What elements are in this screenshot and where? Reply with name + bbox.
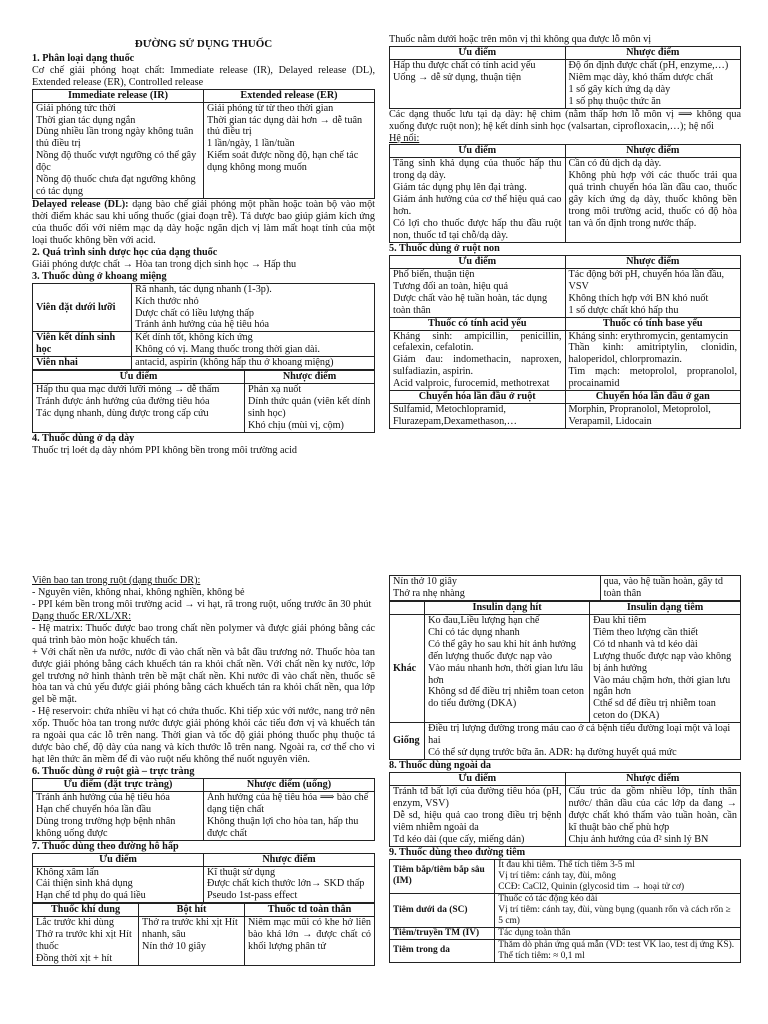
inhalation-continued-left: Nín thở 10 giây Thở ra nhẹ nhàng	[390, 576, 601, 601]
dl-text: dạng bào chế giải phóng một phần hoặc toàn bộ vào một thời điểm khác sau khi uống thuốc (giai đoạn trễ). Tá dược bao giúp giảm kích ứng của thuốc đối với niêm mạc dạ dày hoặc ngăn dịch vị làm mất hoạt tính của một loại thuốc không bền với acid.	[32, 199, 375, 246]
floating-dis-header: Nhược điểm	[565, 145, 741, 158]
mouth-adv-line: Tránh được ảnh hưởng của đường tiêu hóa	[36, 396, 210, 408]
stomach-adv-line: Hấp thu được chất có tính acid yếu	[393, 59, 536, 71]
floating-adv-line: Giảm ảnh hưởng của cơ thể hiệu quả cao hơn.	[393, 194, 562, 218]
pylorus-note: Thuốc nằm dưới hoặc trên môn vị thì không qua được lỗ môn vị	[389, 34, 652, 45]
floating-dis-line: Không phù hợp với các thuốc trải qua quá trình chuyển hóa lần đầu cao, thuốc gây kích ứng dạ dày, thuốc không bền trong môi trường acid, thuốc có độ hòa tan và ổn định trong nước thấp.	[568, 170, 737, 230]
skin-dis-cell	[565, 785, 741, 846]
colon-adv-header: Ưu điểm (đặt trực tràng)	[33, 778, 204, 791]
section-4-heading: 4. Thuốc dùng ở dạ dày	[32, 432, 135, 444]
skin-adv-line: Tránh tđ bất lợi của đường tiêu hóa (pH, enzym, VSV)	[393, 785, 562, 809]
injection-line: Tác dụng toàn thân	[498, 927, 571, 938]
mouth-line: Rã nhanh, tác dụng nhanh (1-3p).	[135, 283, 272, 295]
resp-adv-header: Ưu điểm	[33, 853, 204, 866]
mouth-pros-cons-table	[32, 370, 375, 433]
floating-dis-line: Cần có đủ dịch dạ dày.	[568, 158, 662, 170]
mouth-row-label: Viên nhai	[33, 357, 132, 370]
er-forms-text: - Hệ matrix: Thuốc được bao trong chất nền polymer và được giải phóng bằng các quá trình bào mòn hoặc khuếch tán. + Với chất nền ưa nước, nước đi vào chất nền và bắt đầu trương nở. Thuốc hòa tan được giải phóng bằng cách khuếch tán ra khỏi chất nền. Với chất nền kỵ nước, lớp gel trương nở hình thành trên bề mặt chất nền. Khi nước đi vào chất nền, thuốc sẽ hòa tan và chủ yếu được giải phóng bằng cách khuếch tán ra khỏi chất nền, qua lớp gel bề mặt. - Hệ reservoir: chứa nhiều vi hạt có chứa thuốc. Khi tiếp xúc với nước, nang trở nên xốp. Thuốc hòa tan trong nước được giải phóng khỏi các tiểu đơn vị và khuếch tán ra ngoài qua các lỗ trên nang. Thời gian và tốc độ giải phóng thuốc phụ thuộc tá dược bào chế, độ dày của nang và kích thước lỗ trên nang. Ngoài ra, cơ thể cho vi hạt lên thức ăn mềm để đi vào ruột nếu không thể nuốt nguyên viên.	[32, 622, 375, 766]
resp-dis-header: Nhược điểm	[204, 853, 375, 866]
systemic-header: Thuốc td toàn thân	[245, 904, 375, 917]
intestine-adv-header: Ưu điểm	[390, 255, 566, 268]
ir-header: Immediate release (IR)	[33, 89, 204, 102]
systemic-cell: Niêm mạc mũi có khe hở liên bào khá lớn → được chất có khối lượng phân tử	[245, 917, 375, 966]
er-header: Extended release (ER)	[204, 89, 375, 102]
ir-cell	[33, 102, 204, 199]
dl-label: Delayed release (DL):	[32, 199, 129, 211]
intestine-dis-line: Tác động bởi pH, chuyển hóa lần đầu, VSV	[568, 268, 725, 292]
mouth-line: Không có vị. Mang thuốc trong thời gian dài.	[135, 344, 320, 356]
colon-adv-cell	[33, 791, 204, 840]
floating-adv-line: Tăng sinh khả dụng của thuốc hấp thu trong dạ dày.	[393, 158, 562, 182]
resp-adv-line: Hạn chế td phụ do quá liều	[36, 890, 146, 902]
colon-adv-line: Hạn chế chuyển hóa lần đầu	[36, 803, 152, 815]
stomach-adv-line: Uống → dễ sử dụng, thuận tiện	[393, 71, 522, 83]
insulin-inhaled-line: Vào máu nhanh hơn, thời gian lưu lâu hơn	[428, 662, 584, 686]
intestine-dis-line: Không thích hợp với BN khó nuốt	[568, 292, 709, 304]
insulin-same-label: Giống	[390, 723, 425, 760]
injection-route-label: Tiêm bắp/tiêm bắp sâu (IM)	[390, 859, 495, 893]
aerosol-cell: Lắc trước khi dùng Thở ra trước khi xịt Hít thuốc Đồng thời xịt + hít	[33, 917, 139, 966]
colon-dis-line: Không thuận lợi cho hòa tan, hấp thu được chất	[207, 815, 359, 839]
injection-route-label: Tiêm trong da	[390, 939, 495, 962]
mouth-line: Kết dính tốt, không kích ứng	[135, 332, 253, 344]
section-6-heading: 6. Thuốc dùng ở ruột già – trực tràng	[32, 766, 195, 777]
resp-dis-line: Kĩ thuật sử dụng	[207, 866, 276, 878]
injection-line: Thuốc có tác động kéo dài	[498, 893, 598, 904]
injection-line: Ít đau khi tiêm. Thể tích tiêm 3-5 ml	[498, 859, 635, 870]
base-drugs-cell	[565, 330, 741, 391]
mouth-dis-line: Khó chịu (mùi vị, cộm)	[248, 419, 344, 431]
acid-drugs-cell	[390, 330, 566, 391]
injection-line: Vị trí tiêm: cánh tay, đùi, vùng bụng (quanh rốn và cách rốn ≥ 5 cm)	[498, 904, 731, 926]
insulin-injected-line: Có td nhanh và td kéo dài	[593, 638, 698, 650]
mouth-adv-cell	[33, 384, 245, 433]
insulin-injected-line: Tiêm theo lượng cần thiết	[593, 626, 699, 638]
first-pass-liver-header: Chuyển hóa lần đầu ở gan	[565, 391, 741, 404]
stomach-dis-line: 1 số phụ thuộc thức ăn	[568, 95, 661, 107]
section-7-heading: 7. Thuốc dùng theo đường hô hấp	[32, 840, 179, 852]
stomach-dis-line: 1 số gây kích ứng dạ dày	[568, 83, 671, 95]
ir-er-table	[32, 89, 375, 199]
injection-route-cell	[495, 939, 741, 962]
er-forms-label: Dạng thuốc ER/XL/XR:	[32, 610, 132, 622]
insulin-injected-cell	[590, 614, 741, 722]
mouth-dis-line: Dính thức quản (viên kết dính sinh học)	[248, 396, 371, 420]
floating-system-label: Hệ nổi:	[389, 132, 420, 144]
section-2-text: Giải phóng dược chất → Hòa tan trong dịch sinh học → Hấp thu	[32, 258, 297, 270]
resp-adv-cell	[33, 866, 204, 903]
section-1-intro: Cơ chế giải phóng hoạt chất: Immediate release (IR), Delayed release (DL), Extended release (ER), Controlled release	[32, 64, 375, 88]
mouth-dis-line: Phản xạ nuốt	[248, 384, 302, 396]
intestine-adv-cell	[390, 268, 566, 317]
insulin-injected-line: Cthể sd để điều trị nhiễm toan ceton do (DKA)	[593, 698, 716, 722]
floating-dis-cell	[565, 158, 741, 243]
first-pass-liver-cell: Morphin, Propranolol, Metoprolol, Verapamil, Lidocain	[565, 404, 741, 429]
injection-table	[389, 859, 741, 963]
first-pass-gut-cell: Sulfamid, Metochlopramid, Flurazepam,Dexamethason,…	[390, 404, 566, 429]
insulin-injected-header: Insulin dạng tiêm	[590, 601, 741, 614]
insulin-table	[389, 601, 741, 760]
inhalation-continued-table	[389, 575, 741, 601]
intestine-dis-cell	[565, 268, 741, 317]
mouth-forms-table	[32, 283, 375, 371]
stomach-adv-header: Ưu điểm	[390, 46, 566, 59]
mouth-line: Tránh ảnh hưởng của hệ tiêu hóa	[135, 319, 270, 331]
mouth-row-cell	[132, 283, 375, 332]
colon-dis-cell	[204, 791, 375, 840]
resp-dis-cell	[204, 866, 375, 903]
mouth-row-cell	[132, 332, 375, 357]
column-top-left	[32, 34, 375, 510]
insulin-injected-line: Vào máu chậm hơn, thời gian lưu ngắn hơn	[593, 674, 731, 698]
stomach-dis-header: Nhược điểm	[565, 46, 741, 59]
section-4-text: Thuốc trị loét dạ dày nhóm PPI không bền trong môi trường acid	[32, 444, 297, 456]
injection-route-cell	[495, 893, 741, 927]
insulin-diff-label: Khác	[390, 614, 425, 722]
dr-label: Viên bao tan trong ruột (dạng thuốc DR):	[32, 575, 201, 586]
skin-table	[389, 772, 741, 847]
injection-line: Vị trí tiêm: cánh tay, đùi, mông	[498, 870, 616, 881]
section-3-heading: 3. Thuốc dùng ở khoang miệng	[32, 270, 167, 282]
insulin-inhaled-line: Có thể gây ho sau khi hít ảnh hưởng đến lượng thuốc được nạp vào	[428, 638, 576, 662]
insulin-injected-line: Lượng thuốc được nạp vào không bị ảnh hưởng	[593, 650, 732, 674]
insulin-inhaled-line: Không sd để điều trị nhiễm toan ceton do tiểu đường (DKA)	[428, 686, 584, 710]
aerosol-header: Thuốc khí dung	[33, 904, 139, 917]
intestine-dis-header: Nhược điểm	[565, 255, 741, 268]
insulin-inhaled-line: Ko đau,Liều lượng hạn chế	[428, 614, 540, 626]
intestine-adv-line: Tương đối an toàn, hiệu quả	[393, 280, 509, 292]
insulin-inhaled-cell	[425, 614, 590, 722]
resp-dis-line: Pseudo 1st-pass effect	[207, 890, 298, 902]
ir-line: Nồng độ thuốc vượt ngưỡng có thể gây độc	[36, 150, 197, 174]
insulin-inhaled-header: Insulin dạng hít	[425, 601, 590, 614]
mouth-row-cell	[132, 357, 375, 370]
colon-adv-line: Dùng trong trường hợp bệnh nhân không uống được	[36, 815, 176, 839]
colon-adv-line: Tránh ảnh hưởng của hệ tiêu hóa	[36, 791, 170, 803]
column-bottom-left	[32, 575, 375, 1024]
acid-drugs-header: Thuốc có tính acid yếu	[390, 317, 566, 330]
inhalation-table	[32, 903, 375, 966]
skin-dis-header: Nhược điểm	[565, 773, 741, 786]
dl-paragraph	[32, 199, 375, 247]
mouth-row-label: Viên kết dính sinh học	[33, 332, 132, 357]
mouth-line: Dược chất có liều lượng thấp	[135, 307, 255, 319]
insulin-inhaled-line: Chỉ có tác dụng nhanh	[428, 626, 520, 638]
stomach-dis-line: Niêm mạc dày, khó thấm dược chất	[568, 71, 714, 83]
powder-header: Bột hít	[139, 904, 245, 917]
respiratory-table	[32, 853, 375, 904]
base-drug-line: Kháng sinh: erythromycin, gentamycin	[568, 330, 729, 342]
document-title: ĐƯỜNG SỬ DỤNG THUỐC	[134, 38, 273, 50]
mouth-adv-line: Tác dụng nhanh, dùng được trong cấp cứu	[36, 408, 209, 420]
mouth-dis-header: Nhược điểm	[245, 371, 375, 384]
section-1-heading: 1. Phân loại dạng thuốc	[32, 52, 135, 64]
ir-line: Nồng độ thuốc chưa đạt ngưỡng không có tác dụng	[36, 174, 196, 198]
ir-line: Giải phóng tức thời	[36, 102, 116, 114]
mouth-adv-line: Hấp thu qua mạc dưới lưỡi mỏng → dễ thấm	[36, 384, 220, 396]
skin-dis-line: Chịu ảnh hưởng của đ² sinh lý BN	[568, 833, 709, 845]
intestine-table	[389, 255, 741, 429]
dr-line: - PPI kém bền trong môi trường acid → vi hạt, rã trong ruột, uống trước ăn 30 phút	[32, 598, 372, 610]
injection-route-cell	[495, 927, 741, 939]
mouth-adv-header: Ưu điểm	[33, 371, 245, 384]
floating-adv-line: Giảm tác dụng phụ lên đại tràng.	[393, 182, 527, 194]
acid-drug-line: Giảm đau: indomethacin, naproxen, sulfadiazin, aspirin.	[393, 354, 562, 378]
mouth-dis-cell	[245, 384, 375, 433]
acid-drug-line: Kháng sinh: ampicillin, penicillin, cefalexin, cefalotin.	[393, 330, 562, 354]
column-bottom-right	[389, 575, 741, 1024]
column-top-right	[389, 34, 741, 510]
intestine-adv-line: Dược chất vào hệ tuần hoàn, tác dụng toàn thân	[393, 292, 548, 316]
colon-dis-line: Ảnh hưởng của hệ tiêu hóa ⟹ bào chế dạng tiện chất	[207, 791, 369, 815]
section-2-heading: 2. Quá trình sinh dược học của dạng thuốc	[32, 246, 218, 258]
acid-drug-line: Acid valproic, furocemid, methotrexat	[393, 378, 550, 390]
dr-line: - Nguyên viên, không nhai, không nghiền, không bẻ	[32, 586, 245, 598]
injection-route-cell	[495, 859, 741, 893]
gastric-retention-text: Các dạng thuốc lưu tại dạ dày: hệ chìm (nằm thấp hơn lỗ môn vị ⟹ không qua xuống được ruột non); hệ kết dính sinh học (valsartan, ciprofloxacin,…); hệ nổi	[389, 108, 741, 132]
ir-line: Thời gian tác dụng ngắn	[36, 114, 136, 126]
section-5-heading: 5. Thuốc dùng ở ruột non	[389, 242, 500, 254]
mouth-row-label: Viên đặt dưới lưỡi	[33, 283, 132, 332]
floating-adv-cell	[390, 158, 566, 243]
mouth-line: antacid, aspirin (không hấp thu ở khoang miệng)	[135, 357, 334, 369]
base-drug-line: Tim mạch: metoprolol, propranolol, procainamid	[568, 366, 737, 390]
er-cell	[204, 102, 375, 199]
colon-table	[32, 778, 375, 841]
insulin-corner	[390, 601, 425, 614]
stomach-dis-cell	[565, 59, 741, 108]
floating-pros-cons-table	[389, 144, 741, 243]
stomach-dis-line: Độ ổn định được chất (pH, enzyme,…)	[568, 59, 729, 71]
insulin-injected-line: Đau khi tiêm	[593, 614, 647, 626]
inhalation-continued-right: qua, vào hệ tuần hoàn, gây td toàn thân	[600, 576, 740, 601]
insulin-same-cell: Điều trị lượng đường trong máu cao ở cả bệnh tiểu đường loại một và loại hai Có thể sử dụng trước bữa ăn. ADR: hạ đường huyết quá mức	[425, 723, 741, 760]
mouth-line: Kích thước nhỏ	[135, 295, 199, 307]
base-drugs-header: Thuốc có tính base yếu	[565, 317, 741, 330]
er-line: Kiểm soát được nồng độ, hạn chế tác dụng không mong muốn	[207, 150, 359, 174]
powder-cell: Thở ra trước khi xịt Hít nhanh, sâu Nín thở 10 giây	[139, 917, 245, 966]
floating-adv-header: Ưu điểm	[390, 145, 566, 158]
resp-adv-line: Không xâm lấn	[36, 866, 99, 878]
skin-adv-line: Td kéo dài (que cấy, miếng dán)	[393, 833, 525, 845]
skin-adv-line: Dễ sd, hiệu quả cao trong điều trị bệnh viêm nhiễm ngoài da	[393, 809, 562, 833]
skin-adv-header: Ưu điểm	[390, 773, 566, 786]
ir-line: Dùng nhiều lần trong ngày không tuân thủ điều trị	[36, 126, 194, 150]
resp-dis-line: Được chất kích thước lớn→ SKD thấp	[207, 878, 365, 890]
er-line: 1 lần/ngày, 1 lần/tuần	[207, 138, 295, 150]
first-pass-gut-header: Chuyển hóa lần đầu ở ruột	[390, 391, 566, 404]
stomach-pros-cons-table	[389, 46, 741, 109]
section-8-heading: 8. Thuốc dùng ngoài da	[389, 760, 492, 772]
er-line: Giải phóng từ từ theo thời gian	[207, 102, 334, 114]
base-drug-line: Thần kinh: amitriptylin, clonidin, haloperidol, chlorpromazin.	[568, 342, 737, 366]
injection-line: CCĐ: CaCl2, Quinin (glycosid tim → hoại tử cơ)	[498, 881, 685, 892]
skin-adv-cell	[390, 785, 566, 846]
injection-line: Thăm dò phản ứng quá mẫn (VD: test VK lao, test dị ứng KS). Thể tích tiêm: ≈ 0,1 ml	[498, 939, 735, 961]
section-9-heading: 9. Thuốc dùng theo đường tiêm	[389, 846, 526, 858]
injection-route-label: Tiêm dưới da (SC)	[390, 893, 495, 927]
injection-route-label: Tiêm/truyền TM (IV)	[390, 927, 495, 939]
floating-adv-line: Có lợi cho thuốc được hấp thu đầu ruột non, thuốc tđ tại chỗ/dạ dày.	[393, 218, 562, 241]
er-line: Thời gian tác dụng dài hơn → dễ tuân thủ điều trị	[207, 114, 363, 138]
skin-dis-line: Cấu trúc da gồm nhiều lớp, tính thân nước/ thân dầu của các lớp da đang → được chất khó thấm vào tuần hoàn, cần kĩ thuật bào chế phù hợp	[568, 785, 737, 833]
colon-dis-header: Nhược điểm (uống)	[204, 778, 375, 791]
resp-adv-line: Cải thiện sinh khả dụng	[36, 878, 133, 890]
stomach-adv-cell	[390, 59, 566, 108]
intestine-adv-line: Phổ biến, thuận tiện	[393, 268, 475, 280]
intestine-dis-line: 1 số dược chất khó hấp thu	[568, 304, 679, 316]
